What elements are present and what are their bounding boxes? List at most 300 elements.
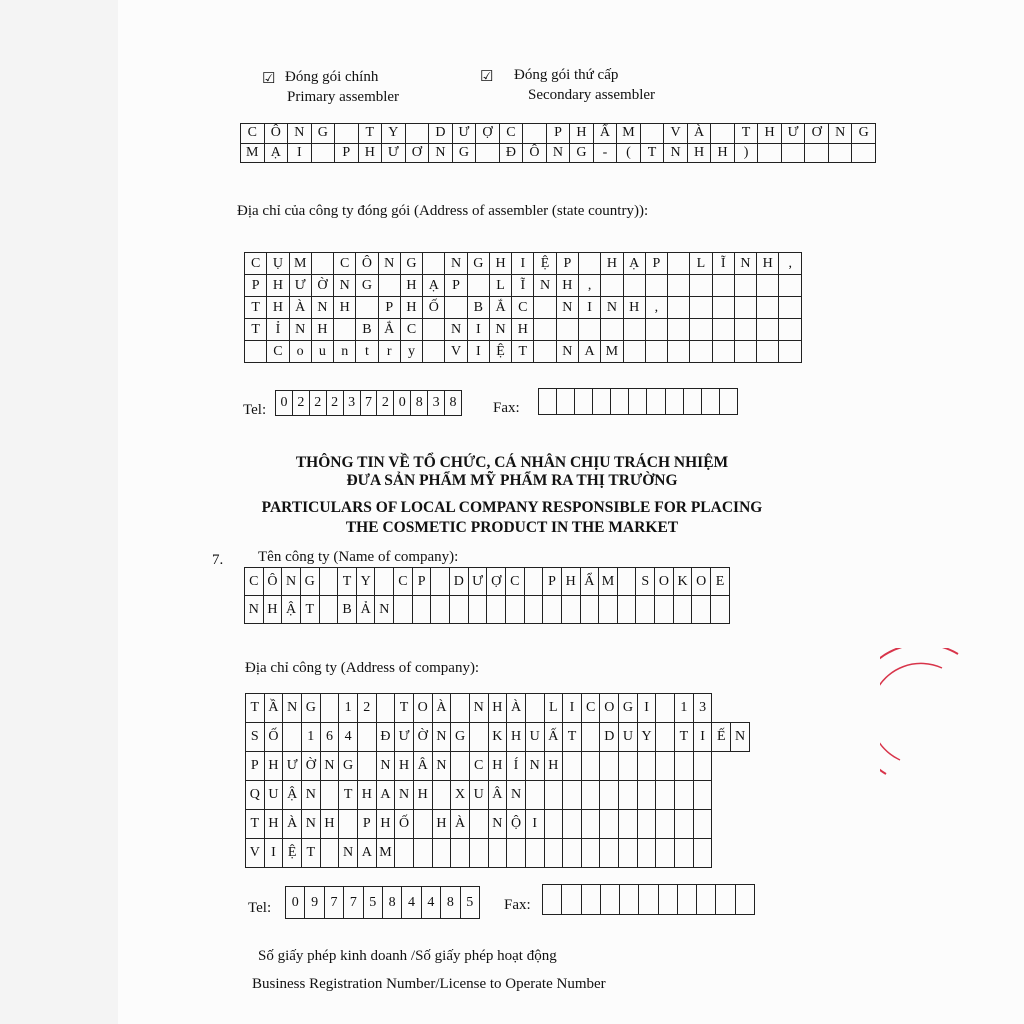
company-name-cell: Ô — [263, 568, 282, 596]
company-name-label: Tên công ty (Name of company): — [258, 549, 459, 565]
company-address-cell — [600, 781, 619, 810]
company-fax-cell[interactable] — [562, 885, 581, 915]
assembler-address-cell: Ạ — [423, 275, 445, 297]
assembler-address-cell — [779, 275, 802, 297]
assembler-name-cell: M — [241, 143, 265, 163]
assembler-fax-cell[interactable] — [719, 389, 737, 415]
company-name-cell — [599, 596, 618, 624]
company-address-cell: N — [432, 752, 451, 781]
assembler-address-cell: Ệ — [489, 341, 511, 363]
company-address-cell: Ấ — [544, 723, 563, 752]
assembler-address-cell: L — [489, 275, 511, 297]
assembler-name-cell: Ạ — [264, 143, 288, 163]
company-name-cell — [617, 568, 636, 596]
assembler-address-cell: H — [400, 275, 422, 297]
assembler-address-cell: Ố — [423, 297, 445, 319]
assembler-name-cell: C — [241, 124, 265, 144]
company-name-cell: K — [673, 568, 692, 596]
assembler-address-cell — [645, 275, 667, 297]
company-name-cell: Ợ — [487, 568, 506, 596]
assembler-address-cell: r — [378, 341, 400, 363]
assembler-address-cell: P — [378, 297, 400, 319]
company-address-cell: T — [301, 839, 320, 868]
assembler-address-cell — [734, 341, 756, 363]
assembler-name-cell: N — [429, 143, 453, 163]
company-address-cell — [693, 752, 712, 781]
assembler-address-cell: C — [334, 253, 356, 275]
assembler-name-cell — [476, 143, 500, 163]
assembler-name-cell — [711, 124, 735, 144]
heading-en-line2: THE COSMETIC PRODUCT IN THE MARKET — [345, 519, 679, 536]
company-tel-digit: 5 — [460, 887, 479, 919]
assembler-name-row — [241, 143, 876, 163]
assembler-address-cell: o — [289, 341, 311, 363]
assembler-name-cell: H — [358, 143, 382, 163]
assembler-address-cell — [734, 297, 756, 319]
assembler-address-cell: N — [289, 319, 311, 341]
company-address-cell: T — [339, 781, 358, 810]
company-address-cell: Ộ — [507, 810, 526, 839]
assembler-address-cell — [690, 297, 712, 319]
assembler-address-cell — [578, 319, 600, 341]
company-name-cell — [561, 596, 580, 624]
company-address-cell: Ư — [395, 723, 414, 752]
assembler-fax-cell[interactable] — [575, 389, 593, 415]
company-address-cell — [600, 810, 619, 839]
company-address-cell — [619, 839, 638, 868]
assembler-fax-cell[interactable] — [539, 389, 557, 415]
company-address-cell: N — [507, 781, 526, 810]
company-name-cell: Ư — [468, 568, 487, 596]
assembler-address-cell: N — [445, 319, 467, 341]
company-name-cell — [636, 596, 655, 624]
assembler-address-row — [245, 297, 802, 319]
company-address-cell: N — [376, 752, 395, 781]
company-address-cell — [563, 752, 582, 781]
company-address-cell — [525, 781, 544, 810]
company-tel-digit: 8 — [441, 887, 460, 919]
company-address-cell: N — [301, 810, 320, 839]
assembler-address-cell: H — [267, 275, 289, 297]
company-tel-grid — [285, 886, 480, 919]
company-address-cell: Đ — [376, 723, 395, 752]
company-address-row — [246, 839, 750, 868]
company-address-cell — [581, 752, 600, 781]
assembler-address-cell: C — [245, 253, 267, 275]
assembler-fax-cell[interactable] — [629, 389, 647, 415]
assembler-address-cell: Ệ — [534, 253, 556, 275]
assembler-address-cell — [423, 253, 445, 275]
assembler-address-row — [245, 341, 802, 363]
assembler-address-cell — [534, 341, 556, 363]
assembler-address-cell: L — [690, 253, 712, 275]
company-address-cell: H — [395, 752, 414, 781]
company-address-cell — [693, 781, 712, 810]
assembler-name-cell: N — [828, 124, 852, 144]
company-name-cell: C — [245, 568, 264, 596]
assembler-name-cell: G — [452, 143, 476, 163]
company-name-cell — [319, 596, 338, 624]
company-address-cell: H — [544, 752, 563, 781]
assembler-name-cell — [640, 124, 664, 144]
assembler-address-cell: N — [378, 253, 400, 275]
assembler-name-cell: Ơ — [805, 124, 829, 144]
company-address-cell — [656, 839, 675, 868]
company-address-cell: U — [469, 781, 488, 810]
company-address-row — [246, 781, 750, 810]
company-address-cell — [693, 839, 712, 868]
company-name-cell: N — [282, 568, 301, 596]
assembler-address-cell: G — [356, 275, 378, 297]
assembler-name-cell — [335, 124, 359, 144]
assembler-address-cell: M — [601, 341, 623, 363]
assembler-name-cell: Ô — [523, 143, 547, 163]
company-address-cell: V — [246, 839, 265, 868]
company-address-cell: N — [432, 723, 451, 752]
secondary-assembler-label-en: Secondary assembler — [528, 87, 656, 103]
assembler-name-cell: Đ — [499, 143, 523, 163]
company-address-cell: O — [413, 694, 432, 723]
assembler-address-cell: t — [356, 341, 378, 363]
assembler-address-cell — [356, 297, 378, 319]
company-address-cell: A — [376, 781, 395, 810]
assembler-address-cell — [623, 319, 645, 341]
company-address-cell: 1 — [339, 694, 358, 723]
company-tel-digit: 7 — [324, 887, 343, 919]
assembler-name-cell: - — [593, 143, 617, 163]
company-address-cell: Í — [507, 752, 526, 781]
company-name-cell — [655, 596, 674, 624]
assembler-address-cell: H — [489, 253, 511, 275]
company-address-cell — [656, 781, 675, 810]
company-address-cell: N — [395, 781, 414, 810]
company-fax-cell[interactable] — [543, 885, 562, 915]
company-address-cell: L — [544, 694, 563, 723]
assembler-name-cell: T — [640, 143, 664, 163]
company-address-cell: H — [488, 752, 507, 781]
assembler-address-cell — [757, 319, 779, 341]
assembler-address-cell: M — [289, 253, 311, 275]
company-address-cell: N — [301, 781, 320, 810]
assembler-fax-cell[interactable] — [557, 389, 575, 415]
company-address-cell — [656, 723, 675, 752]
company-name-cell — [487, 596, 506, 624]
company-address-cell: 2 — [357, 694, 376, 723]
company-address-cell — [619, 810, 638, 839]
license-label-en: Business Registration Number/License to Operate Number — [252, 976, 606, 992]
company-address-cell: Ố — [264, 723, 283, 752]
company-name-cell: S — [636, 568, 655, 596]
assembler-address-cell: N — [556, 297, 578, 319]
company-name-cell — [580, 596, 599, 624]
company-tel-label: Tel: — [248, 900, 272, 916]
assembler-tel-digit: 8 — [411, 391, 428, 416]
company-address-cell — [395, 839, 414, 868]
company-address-cell: 1 — [301, 723, 320, 752]
assembler-name-row — [241, 124, 876, 144]
assembler-address-cell: H — [311, 319, 333, 341]
assembler-address-cell: C — [512, 297, 534, 319]
company-address-cell: N — [283, 694, 302, 723]
company-address-cell: Ậ — [283, 781, 302, 810]
assembler-name-cell: Ẩ — [593, 124, 617, 144]
company-name-cell: Ậ — [282, 596, 301, 624]
assembler-address-cell — [668, 297, 690, 319]
company-address-cell: Y — [637, 723, 656, 752]
assembler-name-cell — [311, 143, 335, 163]
assembler-address-cell — [556, 319, 578, 341]
company-name-cell: H — [561, 568, 580, 596]
company-address-cell: Ố — [395, 810, 414, 839]
primary-checkbox-icon[interactable]: ☑ — [262, 71, 276, 87]
assembler-fax-cell[interactable] — [593, 389, 611, 415]
assembler-address-cell — [623, 275, 645, 297]
assembler-name-cell: M — [617, 124, 641, 144]
assembler-address-cell: I — [467, 341, 489, 363]
assembler-address-cell: , — [578, 275, 600, 297]
assembler-address-cell — [690, 275, 712, 297]
company-address-cell — [656, 810, 675, 839]
assembler-name-cell: H — [711, 143, 735, 163]
assembler-address-cell — [690, 341, 712, 363]
company-address-cell: 3 — [693, 694, 712, 723]
company-name-cell — [431, 596, 450, 624]
company-tel-digit: 9 — [305, 887, 324, 919]
assembler-tel-digit: 2 — [326, 391, 343, 416]
assembler-tel-digit: 8 — [445, 391, 462, 416]
company-address-cell: H — [507, 723, 526, 752]
assembler-address-cell — [334, 319, 356, 341]
secondary-checkbox-icon[interactable]: ☑ — [480, 69, 494, 85]
company-name-cell: T — [338, 568, 357, 596]
assembler-fax-cell[interactable] — [611, 389, 629, 415]
assembler-address-cell — [757, 341, 779, 363]
company-name-cell: P — [412, 568, 431, 596]
company-address-cell — [637, 810, 656, 839]
company-address-cell: N — [320, 752, 339, 781]
company-address-cell — [432, 781, 451, 810]
assembler-address-cell — [712, 319, 734, 341]
assembler-address-cell — [712, 275, 734, 297]
company-name-cell: N — [375, 596, 394, 624]
assembler-address-cell: P — [645, 253, 667, 275]
company-address-cell — [357, 723, 376, 752]
assembler-fax-cell[interactable] — [665, 389, 683, 415]
company-address-cell — [320, 839, 339, 868]
company-fax-cell[interactable] — [677, 885, 696, 915]
assembler-address-cell: H — [623, 297, 645, 319]
assembler-tel-digit: 3 — [428, 391, 445, 416]
assembler-address-cell: Ĩ — [712, 253, 734, 275]
company-address-cell — [469, 839, 488, 868]
company-address-cell — [619, 752, 638, 781]
assembler-name-cell: P — [546, 124, 570, 144]
company-address-cell: Ờ — [413, 723, 432, 752]
assembler-address-cell: I — [578, 297, 600, 319]
company-address-cell — [544, 810, 563, 839]
company-address-cell: Â — [488, 781, 507, 810]
assembler-address-cell — [668, 341, 690, 363]
company-address-cell: Ế — [712, 723, 731, 752]
company-address-cell: H — [320, 810, 339, 839]
company-address-cell: N — [469, 694, 488, 723]
assembler-name-cell: N — [288, 124, 312, 144]
company-name-cell — [543, 596, 562, 624]
company-address-cell — [469, 810, 488, 839]
assembler-address-cell — [311, 253, 333, 275]
assembler-name-cell: Ơ — [405, 143, 429, 163]
company-name-cell — [412, 596, 431, 624]
assembler-address-grid — [244, 252, 802, 363]
company-seal-icon — [880, 648, 970, 778]
assembler-name-cell: G — [570, 143, 594, 163]
assembler-address-cell — [757, 275, 779, 297]
company-name-cell — [692, 596, 711, 624]
assembler-address-cell: , — [645, 297, 667, 319]
company-address-cell — [600, 752, 619, 781]
assembler-address-cell — [534, 319, 556, 341]
company-address-cell: G — [451, 723, 470, 752]
company-tel-digit: 7 — [344, 887, 363, 919]
assembler-fax-cell[interactable] — [683, 389, 701, 415]
assembler-address-cell: u — [311, 341, 333, 363]
assembler-name-cell: ) — [734, 143, 758, 163]
company-name-cell: H — [263, 596, 282, 624]
assembler-name-cell: C — [499, 124, 523, 144]
company-address-cell: T — [563, 723, 582, 752]
company-name-row — [245, 596, 730, 624]
company-fax-cell[interactable] — [716, 885, 735, 915]
assembler-tel-digit: 0 — [394, 391, 411, 416]
company-name-cell: Ẩ — [580, 568, 599, 596]
assembler-address-cell — [779, 341, 802, 363]
company-fax-cell[interactable] — [658, 885, 677, 915]
company-name-cell: D — [450, 568, 469, 596]
assembler-address-cell: B — [467, 297, 489, 319]
company-name-cell: Ả — [356, 596, 375, 624]
company-address-cell — [488, 839, 507, 868]
assembler-fax-grid — [538, 388, 738, 415]
assembler-address-cell: N — [334, 275, 356, 297]
company-fax-cell[interactable] — [581, 885, 600, 915]
assembler-address-cell: Ắ — [378, 319, 400, 341]
assembler-address-cell: H — [267, 297, 289, 319]
assembler-address-cell — [712, 341, 734, 363]
company-address-cell — [320, 781, 339, 810]
company-tel-digit: 8 — [382, 887, 401, 919]
company-name-cell: T — [300, 596, 319, 624]
company-fax-cell[interactable] — [620, 885, 639, 915]
company-fax-cell[interactable] — [735, 885, 754, 915]
assembler-address-cell — [423, 319, 445, 341]
company-address-cell — [413, 810, 432, 839]
company-address-cell: H — [432, 810, 451, 839]
assembler-address-cell: Ĩ — [512, 275, 534, 297]
company-address-cell — [656, 752, 675, 781]
company-address-row — [246, 810, 750, 839]
company-address-row — [246, 752, 750, 781]
company-address-cell: I — [264, 839, 283, 868]
company-address-cell: 1 — [675, 694, 694, 723]
company-name-cell — [524, 568, 543, 596]
assembler-name-cell — [405, 124, 429, 144]
assembler-tel-digit: 2 — [377, 391, 394, 416]
company-address-cell: G — [301, 694, 320, 723]
company-fax-grid — [542, 884, 755, 915]
assembler-name-cell: À — [687, 124, 711, 144]
company-address-cell: N — [525, 752, 544, 781]
assembler-address-cell: N — [534, 275, 556, 297]
assembler-address-cell: T — [512, 341, 534, 363]
assembler-address-cell — [757, 297, 779, 319]
company-address-cell — [656, 694, 675, 723]
assembler-address-cell — [690, 319, 712, 341]
assembler-address-cell: G — [467, 253, 489, 275]
assembler-address-cell — [779, 297, 802, 319]
assembler-address-cell: N — [734, 253, 756, 275]
assembler-address-cell — [423, 341, 445, 363]
company-fax-cell[interactable] — [639, 885, 658, 915]
company-address-cell: C — [581, 694, 600, 723]
company-address-cell: T — [246, 810, 265, 839]
assembler-tel-digit: 3 — [343, 391, 360, 416]
assembler-address-row — [245, 319, 802, 341]
company-fax-cell[interactable] — [697, 885, 716, 915]
assembler-address-cell — [601, 275, 623, 297]
assembler-address-cell — [779, 319, 802, 341]
assembler-address-cell: H — [334, 297, 356, 319]
company-address-cell: À — [283, 810, 302, 839]
company-address-cell: N — [339, 839, 358, 868]
assembler-address-cell: N — [311, 297, 333, 319]
company-address-cell — [339, 810, 358, 839]
assembler-address-cell — [467, 275, 489, 297]
assembler-name-cell: G — [852, 124, 876, 144]
company-address-cell — [581, 810, 600, 839]
assembler-address-cell — [734, 275, 756, 297]
assembler-address-cell — [623, 341, 645, 363]
company-address-cell: Ờ — [301, 752, 320, 781]
assembler-address-cell: y — [400, 341, 422, 363]
assembler-fax-cell[interactable] — [701, 389, 719, 415]
assembler-fax-label: Fax: — [493, 400, 520, 416]
company-name-cell: O — [692, 568, 711, 596]
company-address-cell: Ệ — [283, 839, 302, 868]
assembler-address-cell: Ỉ — [267, 319, 289, 341]
company-fax-cell[interactable] — [600, 885, 619, 915]
assembler-name-cell: V — [664, 124, 688, 144]
company-address-cell: X — [451, 781, 470, 810]
company-address-cell: U — [264, 781, 283, 810]
assembler-address-cell: Ạ — [623, 253, 645, 275]
assembler-address-cell — [578, 253, 600, 275]
company-address-cell — [376, 694, 395, 723]
empty-row — [543, 885, 755, 915]
assembler-name-cell: Ô — [264, 124, 288, 144]
assembler-address-cell: Ắ — [489, 297, 511, 319]
company-address-cell — [320, 694, 339, 723]
section-number: 7. — [212, 552, 224, 568]
assembler-address-cell: G — [400, 253, 422, 275]
company-name-cell — [319, 568, 338, 596]
company-address-cell: I — [525, 810, 544, 839]
company-address-cell — [693, 810, 712, 839]
assembler-address-cell: T — [245, 319, 267, 341]
company-address-cell — [619, 781, 638, 810]
assembler-fax-cell[interactable] — [647, 389, 665, 415]
company-name-cell — [673, 596, 692, 624]
assembler-name-cell: Ư — [452, 124, 476, 144]
